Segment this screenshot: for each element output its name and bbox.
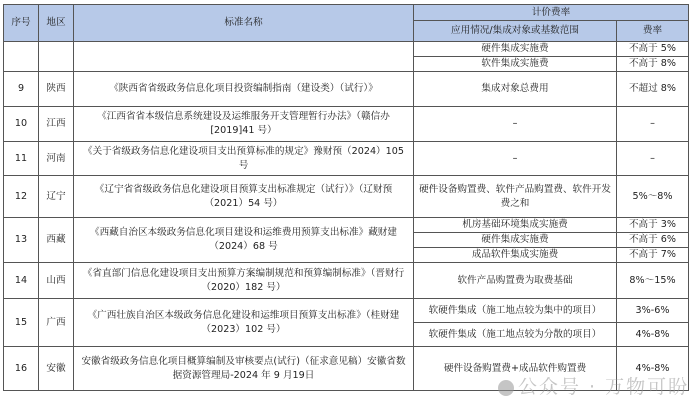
cell-scope: 软件产品购置费为取费基础 [414,263,617,299]
cell-standard-name: 《关于省级政务信息化建设项目支出预算标准的规定》豫财预（2024）105 号 [74,142,414,176]
cell-scope: 硬件集成实施费 [414,42,617,57]
cell-scope: 硬件设备购置费+成品软件购置费 [414,347,617,391]
table-row [4,107,689,142]
table-row [4,299,689,323]
cell-region: 山西 [39,263,74,299]
cell-standard-name: 《广西壮族自治区本级政务信息化建设和运维项目预算支出标准》（桂财建（2023）102 号） [74,299,414,347]
cell-scope: 软硬件集成（施工地点较为分散的项目） [414,323,617,347]
cell-rate: 4%-8% [617,347,689,391]
cell-scope: 硬件设备购置费、软件产品购置费、软件开发费之和 [414,176,617,218]
watermark-text: 公众号 · 万物可盼 [518,376,690,398]
cell-seq: 16 [4,347,39,391]
cell-rate: 5%～8% [617,176,689,218]
header-standard-name: 标准名称 [74,5,414,42]
cell-scope: 软硬件集成（施工地点较为集中的项目） [414,299,617,323]
header-region: 地区 [39,5,74,42]
cell-standard-name [74,42,414,72]
cell-rate: 不超过 8% [617,72,689,107]
cell-rate: 不高于 7% [617,248,689,263]
cell-standard-name: 《西藏自治区本级政务信息化项目建设和运维费用预算支出标准》藏财建（2024）68 号 [74,218,414,263]
table-row [4,218,689,233]
cell-region: 河南 [39,142,74,176]
cell-scope: – [414,107,617,142]
cell-region: 江西 [39,107,74,142]
cell-standard-name: 安徽省级政务信息化项目概算编制及审核要点(试行)（征求意见稿）安徽省数据资源管理局-2024 年 9 月19日 [74,347,414,391]
cell-standard-name: 《省直部门信息化建设项目支出预算方案编制规范和预算编制标准》（晋财行（2020）182 号） [74,263,414,299]
cell-rate: – [617,107,689,142]
cell-scope: – [414,142,617,176]
cell-scope: 集成对象总费用 [414,72,617,107]
table-row [4,176,689,218]
pricing-rate-table-container [3,4,688,391]
cell-region: 西藏 [39,218,74,263]
cell-seq: 15 [4,299,39,347]
pricing-rate-table [3,4,689,391]
cell-rate: 3%-6% [617,299,689,323]
cell-rate: 不高于 5% [617,42,689,57]
cell-region: 陕西 [39,72,74,107]
cell-standard-name: 《江西省省本级信息系统建设及运维服务开支管理暂行办法》（赣信办[2019]41 号） [74,107,414,142]
cell-rate: 不高于 3% [617,218,689,233]
cell-seq [4,42,39,72]
cell-standard-name: 《辽宁省省级政务信息化建设项目预算支出标准规定（试行）》（辽财预（2021）54 号） [74,176,414,218]
cell-seq: 11 [4,142,39,176]
cell-seq: 10 [4,107,39,142]
cell-seq: 13 [4,218,39,263]
cell-rate: – [617,142,689,176]
header-pricing-rate: 计价费率 [414,5,689,21]
table-row [4,347,689,391]
table-row [4,263,689,299]
cell-rate: 不高于 8% [617,57,689,72]
cell-seq: 12 [4,176,39,218]
cell-scope: 硬件集成实施费 [414,233,617,248]
cell-rate: 4%-8% [617,323,689,347]
cell-region: 安徽 [39,347,74,391]
cell-seq: 14 [4,263,39,299]
cell-scope: 软件集成实施费 [414,57,617,72]
header-rate: 费率 [617,21,689,42]
header-seq: 序号 [4,5,39,42]
cell-region: 广西 [39,299,74,347]
cell-seq: 9 [4,72,39,107]
table-row [4,142,689,176]
cell-scope: 机房基础环境集成实施费 [414,218,617,233]
cell-rate: 8%～15% [617,263,689,299]
cell-region [39,42,74,72]
cell-standard-name: 《陕西省省级政务信息化项目投资编制指南（建设类）（试行）》 [74,72,414,107]
header-scope: 应用情况/集成对象或基数范围 [414,21,617,42]
table-row [4,42,689,57]
cell-scope: 成品软件集成实施费 [414,248,617,263]
table-row [4,72,689,107]
cell-region: 辽宁 [39,176,74,218]
cell-rate: 不高于 6% [617,233,689,248]
